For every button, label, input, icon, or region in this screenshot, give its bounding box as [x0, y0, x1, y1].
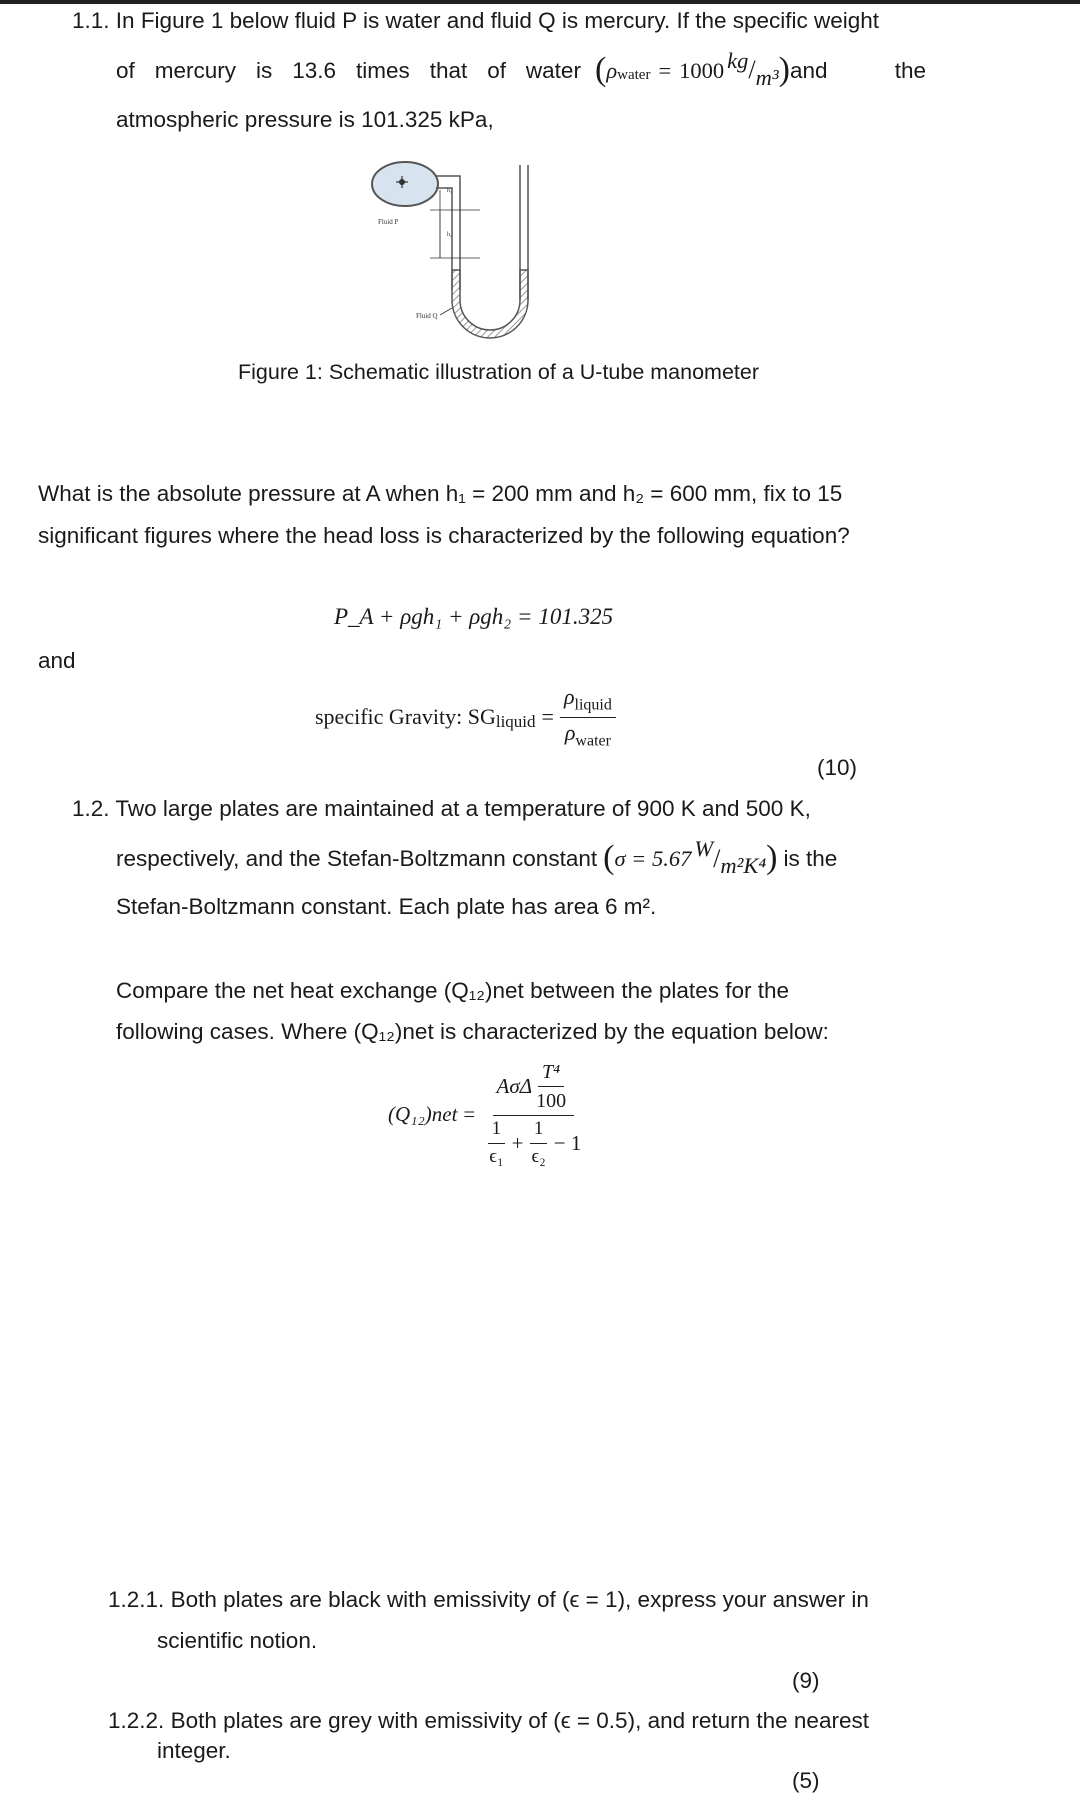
u-tube-manometer-figure — [360, 160, 580, 340]
q11-line3: atmospheric pressure is 101.325 kPa, — [116, 107, 494, 132]
eq-numerator: AσΔ — [496, 1073, 533, 1098]
q12-number: 1.2. — [72, 796, 110, 821]
pressure-equation: P_A + ρgh₁ + ρgh₂ = 101.325 — [334, 604, 614, 629]
h1-label: h₁ — [447, 188, 453, 194]
rho-liquid-sub: liquid — [574, 696, 612, 714]
q121-number: 1.2.1. — [108, 1587, 165, 1612]
word: of — [116, 57, 135, 83]
rho-water-value: 1000 — [679, 57, 725, 83]
q12-line3: Stefan-Boltzmann constant. Each plate has area 6 m². — [116, 894, 657, 919]
q121-marks: (9) — [792, 1668, 820, 1693]
q12-compare-line1: Compare the net heat exchange (Q₁₂)net between the plates for the — [116, 978, 789, 1003]
eq-inv-eps1 — [485, 1118, 507, 1169]
q11-text-line1: In Figure 1 below fluid P is water and fluid Q is mercury. If the specific weight — [115, 8, 880, 33]
net-heat-equation: (Q₁₂)net = AσΔ $\frac{\text{T⁴}}{100}$ $\frac{1}{\text{ϵ₁}}$ + $\frac{1}{\text{ϵ₂}}$ − 1 — [388, 1060, 585, 1169]
q11-number: 1.1. — [72, 8, 110, 33]
top-border — [0, 0, 1080, 4]
word: of — [487, 57, 506, 83]
q122-number: 1.2.2. — [108, 1708, 165, 1733]
eq-eps1: ϵ₁ — [489, 1145, 504, 1167]
eq-plus: + — [511, 1130, 524, 1155]
equals-sign: = — [658, 57, 672, 83]
word: that — [429, 57, 468, 83]
rho-water-sub: water — [575, 731, 611, 749]
sg-label: specific Gravity: SG — [315, 703, 496, 729]
q12-line1 — [72, 795, 811, 822]
q121-line1 — [108, 1586, 869, 1613]
rho-symbol: ρ — [606, 57, 618, 83]
q12-compare-line2: following cases. Where (Q₁₂)net is characterized by the equation below: — [116, 1019, 829, 1044]
unit-w: W — [694, 835, 714, 861]
fluid-p-bulb — [372, 162, 438, 206]
and-text: and — [38, 648, 76, 673]
q122-text-line1: Both plates are grey with emissivity of (ϵ = 0.5), and return the nearest — [170, 1708, 869, 1733]
eq-main-fraction — [481, 1060, 585, 1169]
eq-minus-one: − 1 — [553, 1130, 582, 1155]
fluid-p-label: Fluid P — [378, 218, 399, 226]
word: water — [525, 57, 581, 83]
eq-one-b: 1 — [530, 1118, 548, 1144]
rho-water: ρ — [564, 719, 576, 745]
word: mercury — [154, 57, 236, 83]
fluid-q-mercury — [452, 270, 528, 338]
unit-m2k4: m²K⁴ — [720, 852, 767, 878]
q11-marks: (10) — [817, 755, 858, 780]
q122-marks: (5) — [792, 1768, 820, 1793]
q11-question-line1: What is the absolute pressure at A when h₁ = 200 mm and h₂ = 600 mm, fix to 15 — [38, 481, 843, 506]
q122-line1 — [108, 1707, 869, 1734]
specific-gravity-equation: specific Gravity: SG $_{liquid}$ = $\frac{\rho_{liquid}}{\rho_{water}}$ — [315, 684, 616, 750]
q121-text-line1: Both plates are black with emissivity of (ϵ = 1), express your answer in — [170, 1587, 869, 1612]
rho-liquid: ρ — [563, 684, 575, 709]
unit-kg: kg — [727, 47, 749, 73]
eq-t4: T⁴ — [538, 1060, 564, 1087]
eq-eps2: ϵ₂ — [531, 1145, 546, 1167]
figure1-caption: Figure 1: Schematic illustration of a U-tube manometer — [238, 360, 760, 384]
q12-text-line1: Two large plates are maintained at a temperature of 900 K and 500 K, — [115, 796, 811, 821]
q11-the: the — [894, 57, 926, 83]
eq-100: 100 — [536, 1090, 567, 1112]
q11-line1 — [72, 7, 879, 34]
q11-line2 — [116, 47, 926, 90]
q12-line2-pre: respectively, and the Stefan-Boltzmann constant — [116, 845, 598, 871]
q12-line2 — [116, 835, 838, 879]
unit-m3: m³ — [755, 64, 779, 90]
q121-line2: scientific notion. — [157, 1628, 318, 1653]
word: times — [355, 57, 410, 83]
rho-water-sub: water — [617, 67, 651, 83]
rho-water-expression: ( ρ $_{water}$ = 1000 kg / m³ ) — [595, 47, 790, 90]
h2-label: h₂ — [447, 232, 453, 238]
q12-line2-post: is the — [783, 845, 838, 871]
q11-line2-words — [116, 57, 581, 84]
sigma-expression: ( σ = 5.67 W / m²K⁴ ) — [603, 835, 778, 878]
eq-t4-fraction — [532, 1060, 570, 1113]
word: is — [255, 57, 273, 83]
sigma-value: σ = 5.67 — [614, 845, 692, 871]
fluid-q-label: Fluid Q — [416, 312, 438, 320]
q122-line2: integer. — [157, 1738, 231, 1763]
word: 13.6 — [292, 57, 336, 83]
eq-inv-eps2 — [527, 1118, 549, 1169]
eq-lhs: (Q₁₂)net — [388, 1101, 458, 1126]
sg-fraction — [560, 684, 616, 750]
q11-and: and — [789, 57, 828, 83]
eq-one-a: 1 — [488, 1118, 506, 1144]
q11-question-line2: significant figures where the head loss is characterized by the following equation? — [38, 523, 850, 548]
sg-sub: liquid — [495, 711, 536, 731]
